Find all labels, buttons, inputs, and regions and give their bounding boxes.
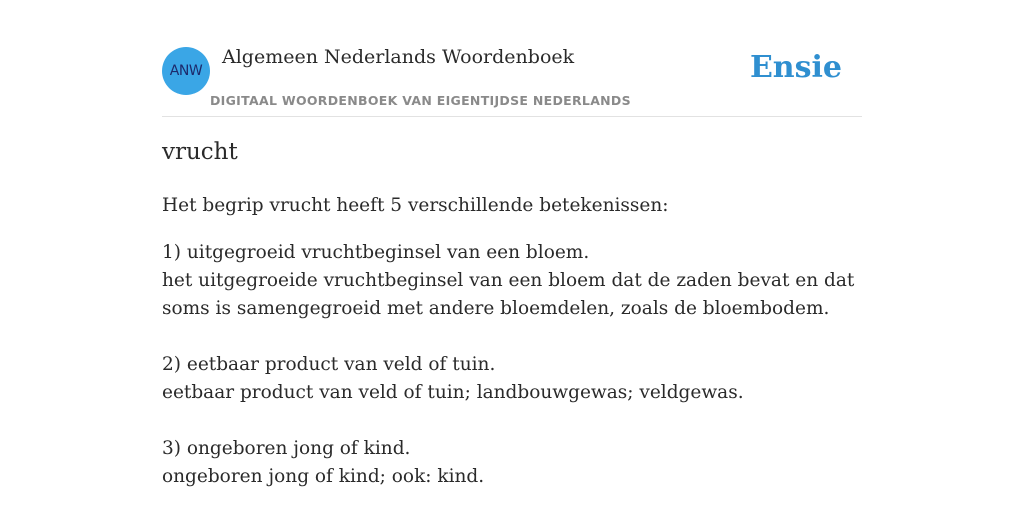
site-title[interactable]: Algemeen Nederlands Woordenboek (222, 46, 575, 68)
sense-title: 2) eetbaar product van veld of tuin. (162, 354, 496, 375)
ensie-brand-link[interactable]: Ensie (749, 50, 842, 85)
logo-text: ANW (169, 63, 203, 79)
sense-item (162, 239, 862, 323)
page (162, 0, 862, 487)
sense-item (162, 351, 862, 407)
sense-definition: het uitgegroeide vruchtbeginsel van een bloem dat de zaden bevat en dat soms is samengegroeid met andere bloemdelen, zoals de bloembodem. (162, 270, 855, 319)
entry-intro: Het begrip vrucht heeft 5 verschillende betekenissen: (162, 195, 669, 216)
sense-definition: eetbaar product van veld of tuin; landbouwgewas; veldgewas. (162, 382, 744, 403)
sense-title: 1) uitgegroeid vruchtbeginsel van een bloem. (162, 242, 590, 263)
sense-list (162, 239, 862, 519)
sense-item (162, 435, 862, 491)
header (162, 0, 862, 117)
anw-logo[interactable] (162, 47, 210, 95)
sense-definition: ongeboren jong of kind; ook: kind. (162, 466, 485, 487)
entry-word: vrucht (162, 139, 238, 165)
site-subtitle: DIGITAAL WOORDENBOEK VAN EIGENTIJDSE NEDERLANDS (210, 93, 631, 108)
sense-title: 3) ongeboren jong of kind. (162, 438, 411, 459)
